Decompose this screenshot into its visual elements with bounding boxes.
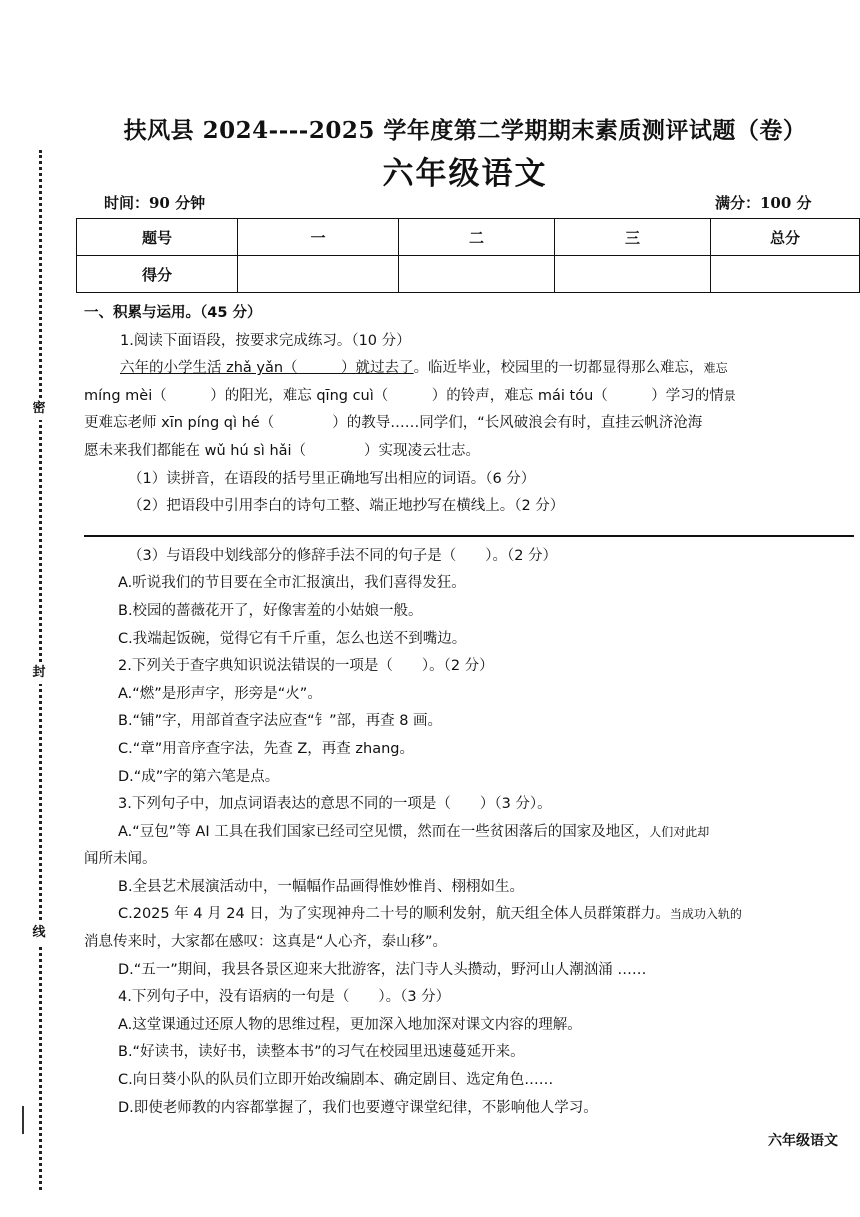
score-table-cell: 三	[555, 219, 711, 256]
q1-sub-2: （2）把语段中引用李白的诗句工整、端正地抄写在横线上。（2 分）	[128, 498, 565, 515]
q4-stem: 4.下列句子中，没有语病的一句是（ ）。（3 分）	[118, 989, 451, 1006]
q4-option-d: D.即使老师教的内容都掌握了，我们也要遵守课堂纪律，不影响他人学习。	[118, 1099, 598, 1116]
exam-title: 扶风县 2024----2025 学年度第二学期期末素质测评试题（卷）	[123, 117, 807, 144]
score-input-cell-2[interactable]	[399, 256, 555, 293]
binding-mark-xian: 线	[28, 922, 50, 944]
binding-mark-mi: 密	[28, 398, 50, 420]
score-input-cell-1[interactable]	[238, 256, 399, 293]
q4-option-a: A.这堂课通过还原人物的思维过程，更加深入地加深对课文内容的理解。	[118, 1016, 582, 1033]
page-footer: 六年级语文	[768, 1133, 838, 1149]
q1-stem: 1.阅读下面语段，按要求完成练习。（10 分）	[120, 332, 411, 349]
q1-paragraph-line-1: 六年的小学生活 zhǎ yǎn（ ）就过去了。临近毕业，校园里的一切都显得那么难忘，难忘	[120, 360, 728, 377]
edge-tick	[22, 1106, 24, 1134]
q2-stem: 2.下列关于查字典知识说法错误的一项是（ ）。（2 分）	[118, 658, 494, 675]
q3-option-c-line-2: 消息传来时，大家都在感叹：这真是“人心齐，泰山移”。	[84, 934, 448, 951]
underlined-phrase: 六年的小学生活 zhǎ yǎn（ ）就过去了	[120, 360, 414, 377]
score-input-cell-total[interactable]	[711, 256, 860, 293]
q4-option-b: B.“好读书，读好书，读整本书”的习气在校园里迅速蔓延开来。	[118, 1044, 525, 1061]
q1-paragraph-line-3: 更难忘老师 xīn píng qì hé（ ）的教导……同学们，“长风破浪会有时，直挂云帆济沧海	[84, 415, 703, 432]
q3-stem: 3.下列句子中，加点词语表达的意思不同的一项是（ ）（3 分）。	[118, 796, 552, 813]
section-heading: 一、积累与运用。（45 分）	[84, 305, 262, 321]
answer-line[interactable]	[84, 535, 854, 537]
score-table-cell: 总分	[711, 219, 860, 256]
exam-subject: 六年级语文	[382, 156, 548, 192]
score-table-cell: 二	[399, 219, 555, 256]
score-table	[76, 218, 860, 293]
score-table-cell: 题号	[77, 219, 238, 256]
q1-sub-3: （3）与语段中划线部分的修辞手法不同的句子是（ ）。（2 分）	[128, 547, 558, 564]
binding-mark-feng: 封	[28, 662, 50, 684]
q4-option-c: C.向日葵小队的队员们立即开始改编剧本、确定剧目、选定角色……	[118, 1072, 554, 1089]
score-table-header-row	[77, 219, 860, 256]
q1-option-a: A.听说我们的节目要在全市汇报演出，我们喜得发狂。	[118, 575, 466, 592]
q1-option-c: C.我端起饭碗，觉得它有千斤重，怎么也送不到嘴边。	[118, 630, 467, 647]
score-table-cell: 一	[238, 219, 399, 256]
q2-option-a: A.“燃”是形声字，形旁是“火”。	[118, 685, 322, 702]
score-input-cell-3[interactable]	[555, 256, 711, 293]
q2-option-d: D.“成”字的第六笔是点。	[118, 768, 280, 785]
exam-full-score: 满分：100 分	[715, 194, 812, 212]
score-table-cell: 得分	[77, 256, 238, 293]
q3-option-a-line-1: A.“豆包”等 AI 工具在我们国家已经司空见惯，然而在一些贫困落后的国家及地区，人们对此却	[118, 823, 710, 840]
q1-sub-1: （1）读拼音，在语段的括号里正确地写出相应的词语。（6 分）	[128, 470, 536, 487]
q3-option-c-line-1: C.2025 年 4 月 24 日，为了实现神舟二十号的顺利发射，航天组全体人员群策群力。当成功入轨的	[118, 906, 742, 923]
exam-time: 时间：90 分钟	[104, 194, 206, 212]
q3-option-d: D.“五一”期间，我县各景区迎来大批游客，法门寺人头攒动，野河山人潮汹涌 ……	[118, 961, 647, 978]
q2-option-c: C.“章”用音序查字法，先查 Z，再查 zhang。	[118, 740, 414, 757]
q3-option-b: B.全县艺术展演活动中，一幅幅作品画得惟妙惟肖、栩栩如生。	[118, 878, 525, 895]
score-table-score-row	[77, 256, 860, 293]
q2-option-b: B.“铺”字，用部首查字法应查“钅”部，再查 8 画。	[118, 713, 443, 730]
q1-paragraph-line-4: 愿未来我们都能在 wǔ hú sì hǎi（ ）实现凌云壮志。	[84, 442, 481, 459]
q1-option-b: B.校园的蔷薇花开了，好像害羞的小姑娘一般。	[118, 602, 423, 619]
exam-content	[84, 300, 854, 1122]
q1-paragraph-line-2: míng mèi（ ）的阳光，难忘 qīng cuì（ ）的铃声，难忘 mái tóu（ ）学习的情景	[84, 387, 736, 404]
q3-option-a-line-2: 闻所未闻。	[84, 851, 157, 868]
